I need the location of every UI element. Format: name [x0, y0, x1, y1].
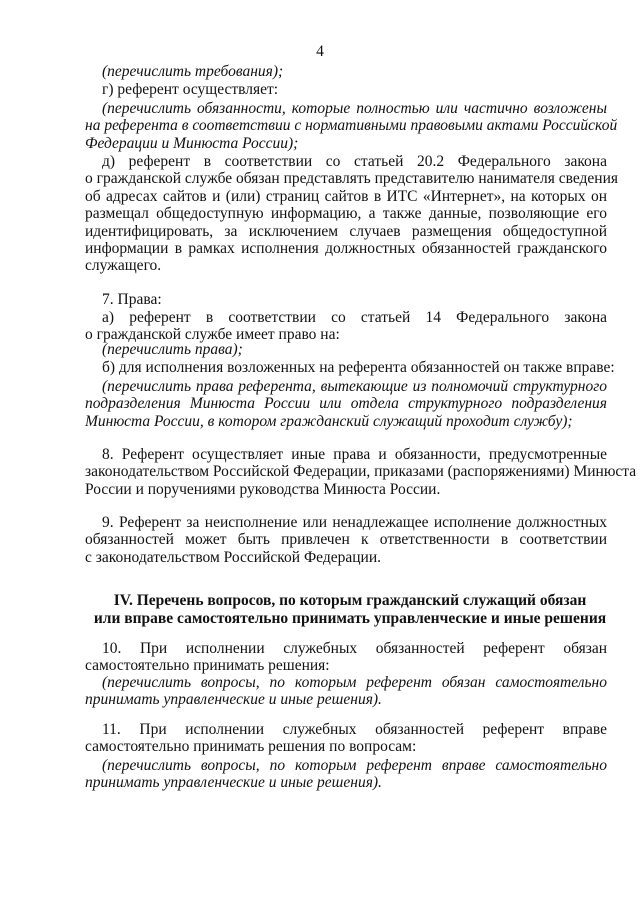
paragraph-10-line-1: обязанностей может быть привлечен к ответственности в соответствии [85, 531, 607, 549]
paragraph-3-line-2: об адресах сайтов и (или) страниц сайтов в ИТС «Интернет», на которых он [85, 187, 607, 205]
paragraph-13-line-0: 11. При исполнении служебных обязанностей референт вправе [102, 721, 607, 738]
paragraph-8-line-2: Минюста России, в котором гражданский служащий проходит службу); [85, 412, 573, 430]
page-number: 4 [316, 43, 324, 60]
paragraph-6-line-0: (перечислить права); [102, 341, 243, 358]
paragraph-2-line-0: (перечислить обязанности, которые полностью или частично возложены [102, 100, 607, 117]
paragraph-3-line-3: размещал общедоступную информацию, а также данные, позволяющие его [85, 205, 607, 223]
paragraph-3-line-1: о гражданской службе обязан представлять представителю нанимателя сведения [85, 170, 618, 188]
paragraph-1-line-0: г) референт осуществляет: [102, 81, 279, 98]
paragraph-7-line-0: б) для исполнения возложенных на референта обязанностей он также вправе: [102, 359, 615, 376]
paragraph-12-line-1: принимать управленческие и иные решения). [85, 691, 382, 709]
paragraph-2-line-1: на референта в соответствии с нормативными правовыми актами Российской [85, 117, 618, 135]
paragraph-8-line-1: подразделения Минюста России или отдела структурного подразделения [85, 395, 607, 413]
paragraph-3-line-6: служащего. [85, 257, 162, 275]
paragraph-3-line-4: идентифицировать, за исключением случаев размещения общедоступной [85, 222, 607, 240]
paragraph-2-line-2: Федерации и Минюста России); [85, 134, 299, 152]
paragraph-9-line-0: 8. Референт осуществляет иные права и обязанности, предусмотренные [102, 446, 607, 463]
paragraph-3-line-5: информации в рамках исполнения должностных обязанностей гражданского [85, 240, 607, 257]
paragraph-14-line-0: (перечислить вопросы, по которым референт вправе самостоятельно [102, 757, 607, 774]
paragraph-10-line-2: с законодательством Российской Федерации. [85, 548, 382, 566]
paragraph-14-line-1: принимать управленческие и иные решения). [85, 774, 382, 792]
section-heading-line-2: или вправе самостоятельно принимать управленческие и иные решения [93, 610, 607, 627]
paragraph-5-line-1: о гражданской службе имеет право на: [85, 326, 340, 344]
paragraph-13-line-1: самостоятельно принимать решения по вопросам: [85, 738, 417, 756]
paragraph-5-line-0: а) референт в соответствии со статьей 14 Федерального закона [102, 309, 607, 326]
paragraph-9-line-1: законодательством Российской Федерации, приказами (распоряжениями) Минюста [85, 463, 637, 481]
section-heading-line-1: IV. Перечень вопросов, по которым гражданский служащий обязан [113, 592, 587, 609]
paragraph-10-line-0: 9. Референт за неисполнение или ненадлежащее исполнение должностных [102, 514, 607, 531]
paragraph-12-line-0: (перечислить вопросы, по которым референт обязан самостоятельно [102, 674, 607, 691]
paragraph-0-line-0: (перечислить требования); [102, 63, 284, 80]
paragraph-11-line-0: 10. При исполнении служебных обязанностей референт обязан [102, 640, 607, 657]
paragraph-9-line-2: России и поручениями руководства Минюста России. [85, 480, 441, 498]
paragraph-11-line-1: самостоятельно принимать решения: [85, 657, 330, 675]
paragraph-4-line-0: 7. Права: [102, 291, 162, 308]
paragraph-3-line-0: д) референт в соответствии со статьей 20.2 Федерального закона [102, 153, 607, 170]
paragraph-8-line-0: (перечислить права референта, вытекающие из полномочий структурного [102, 378, 607, 395]
